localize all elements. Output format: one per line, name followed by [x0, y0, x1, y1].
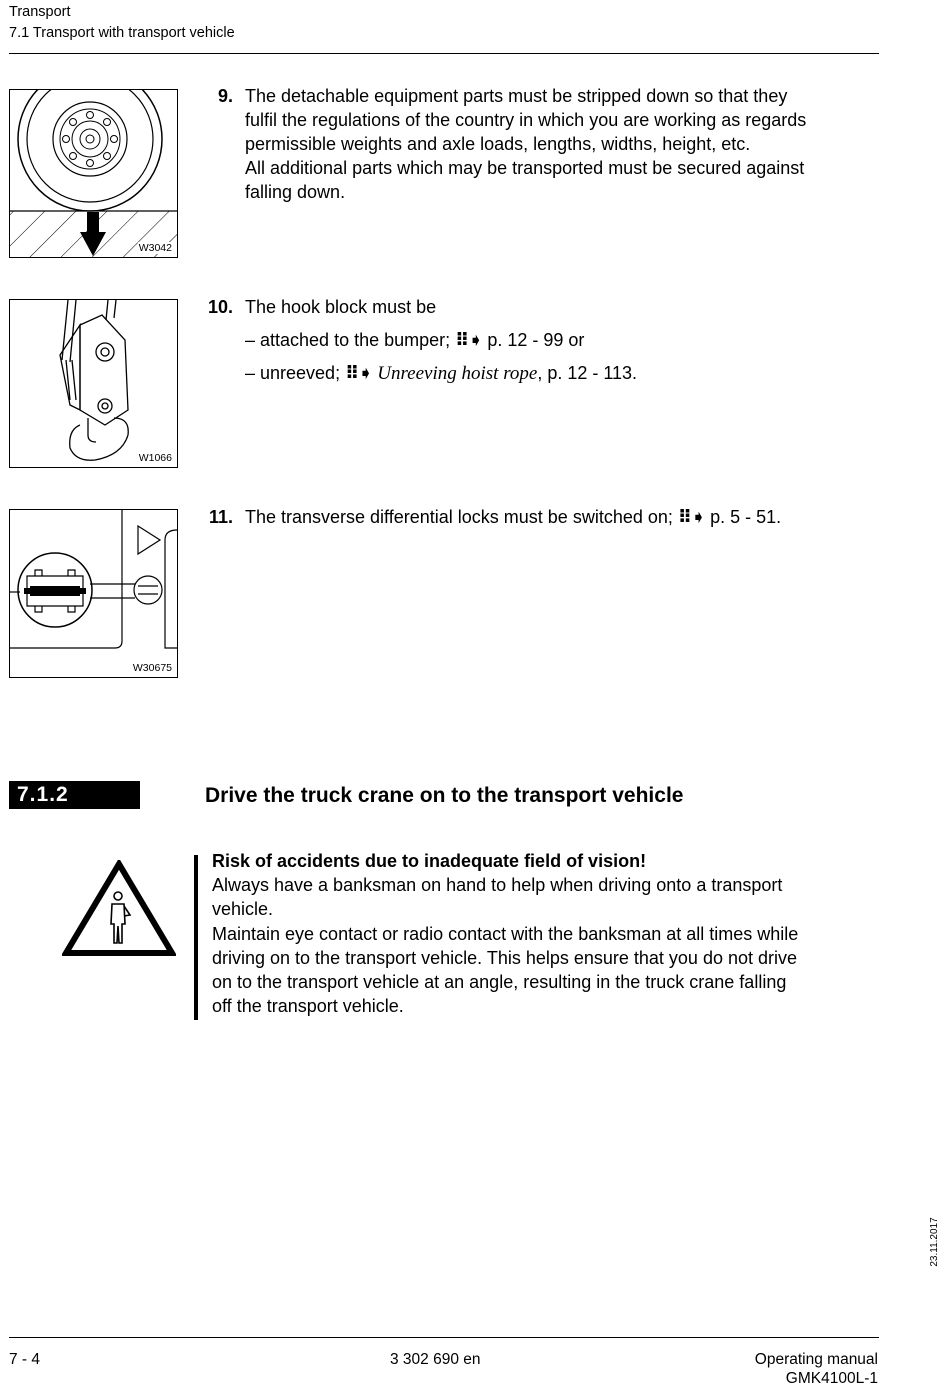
warning-triangle-icon: [62, 860, 176, 958]
header-section: 7.1 Transport with transport vehicle: [9, 25, 235, 41]
step-intro: The hook block must be: [245, 297, 437, 317]
page-reference-link[interactable]: , p. 12 - 113.: [537, 363, 638, 383]
step-number: 9.: [217, 86, 233, 106]
text-line: on to the transport vehicle at an angle, resulting in the truck crane falling: [212, 972, 787, 993]
text-line: vehicle.: [212, 899, 274, 920]
step-number: 11.: [208, 507, 233, 527]
warning-text: [212, 849, 892, 1018]
section-title: Drive the truck crane on to the transport vehicle: [205, 784, 684, 807]
header-rule: [9, 53, 879, 54]
text-line: All additional parts which may be transported must be secured against: [245, 158, 805, 178]
page-reference-link[interactable]: p. 12 - 99 or: [487, 330, 585, 350]
warning-heading: Risk of accidents due to inadequate field of vision!: [212, 851, 647, 871]
text-line: falling down.: [245, 182, 346, 202]
warning-bar: [194, 855, 198, 1020]
text-line: driving on to the transport vehicle. This helps ensure that you do not drive: [212, 947, 798, 968]
step-text: [245, 505, 781, 529]
figure-differential-lock: [9, 509, 178, 678]
page-reference-link[interactable]: p. 5 - 51.: [710, 507, 782, 527]
figure-label: W30675: [132, 662, 172, 674]
text-line: permissible weights and axle loads, lengths, widths, height, etc.: [245, 134, 751, 154]
text-line: off the transport vehicle.: [212, 996, 404, 1017]
footer-rule: [9, 1337, 879, 1338]
text-line: Always have a banksman on hand to help when driving onto a transport: [212, 875, 783, 896]
step-text: [245, 84, 895, 204]
text-line: fulfil the regulations of the country in which you are working as regards: [245, 110, 807, 130]
reference-arrow-icon: ⠿➧: [455, 330, 483, 350]
wheel-illustration: [10, 90, 177, 257]
step-number: 10.: [207, 297, 233, 317]
figure-label: W1066: [138, 452, 172, 464]
hook-block-illustration: [10, 300, 177, 467]
text-line: Maintain eye contact or radio contact with the banksman at all times while: [212, 923, 799, 944]
cross-reference-link[interactable]: Unreeving hoist rope: [377, 363, 538, 384]
item-text: The transverse differential locks must be switched on;: [245, 507, 673, 527]
section-number: 7.1.2: [9, 781, 140, 809]
step-11: [197, 505, 897, 535]
step-item-unreeved: [245, 361, 637, 386]
reference-arrow-icon: ⠿➧: [677, 507, 706, 527]
footer-manual: Operating manual: [754, 1351, 878, 1368]
header-chapter: Transport: [9, 4, 71, 20]
item-text: – attached to the bumper;: [245, 330, 451, 350]
step-9: [197, 84, 897, 214]
side-date: 23.11.2017: [929, 1217, 940, 1267]
differential-lock-illustration: [10, 510, 177, 677]
figure-wheel: [9, 89, 178, 258]
footer-doc-number: 3 302 690 en: [390, 1351, 481, 1368]
figure-label: W3042: [138, 242, 172, 254]
step-item-bumper: [245, 328, 584, 352]
step-10: [197, 295, 897, 395]
footer-page-number: 7 - 4: [9, 1351, 41, 1368]
footer-model: GMK4100L-1: [785, 1370, 878, 1387]
text-line: The detachable equipment parts must be stripped down so that they: [245, 86, 788, 106]
figure-hook-block: [9, 299, 178, 468]
reference-arrow-icon: ⠿➧: [345, 363, 373, 383]
item-text: – unreeved;: [245, 363, 341, 383]
